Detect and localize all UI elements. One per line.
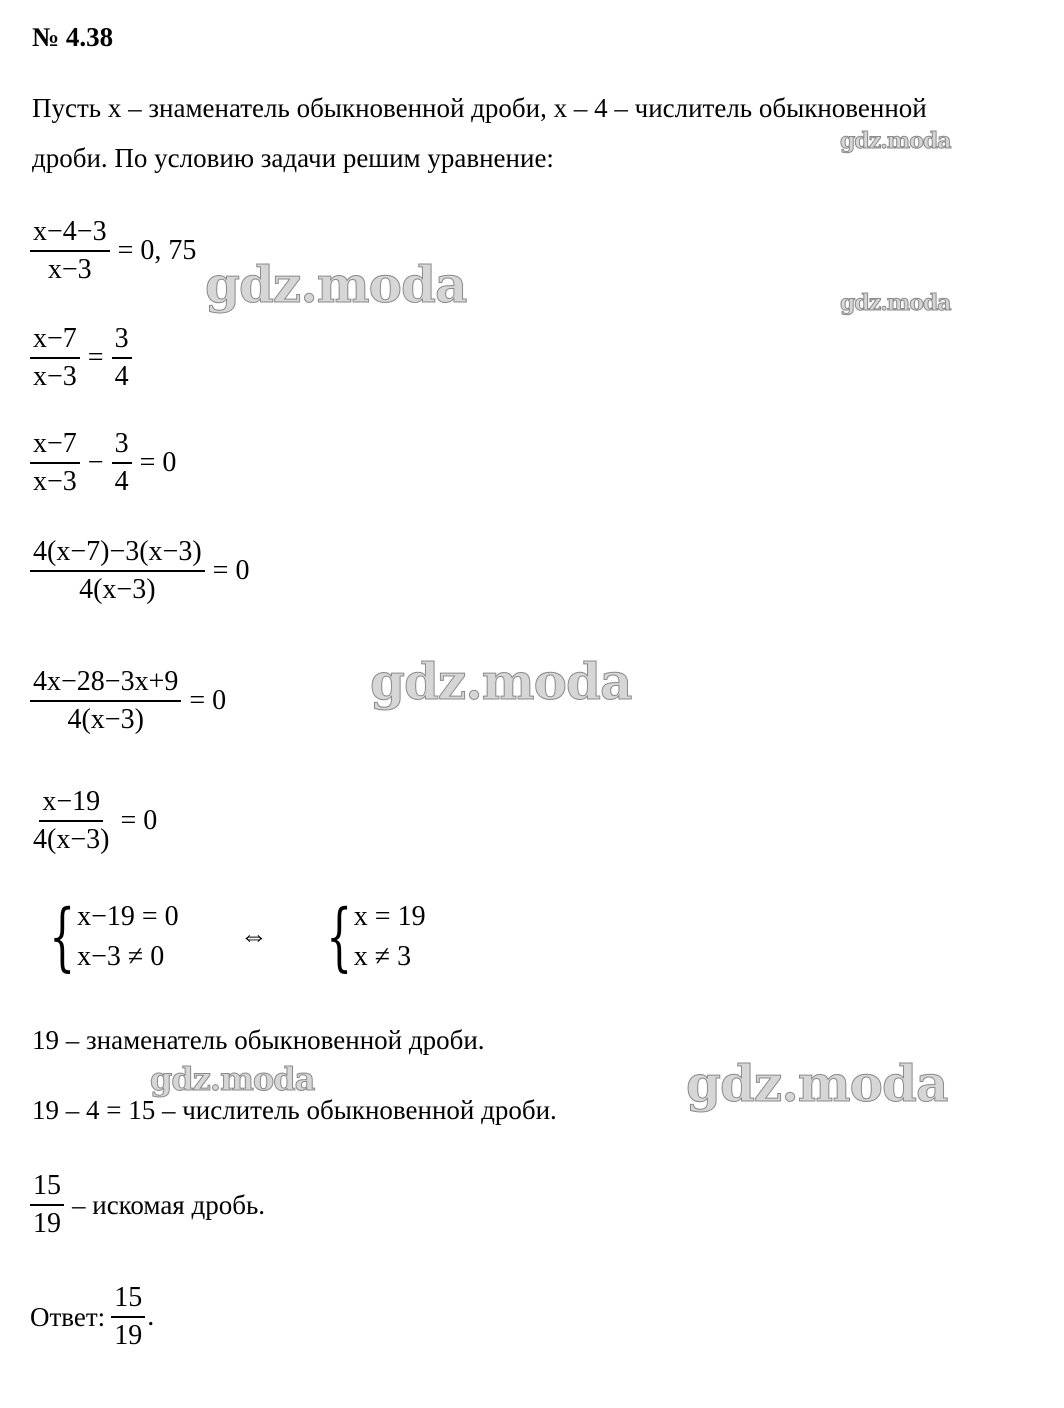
equation-rhs: = 0 <box>120 805 158 836</box>
operator: − <box>87 447 104 478</box>
watermark: gdz.moda <box>150 1060 315 1098</box>
numerator: x−7 <box>30 325 80 359</box>
result-denominator: 19 – знаменатель обыкновенной дроби. <box>32 1025 485 1055</box>
watermark: gdz.moda <box>370 652 632 711</box>
numerator: x−7 <box>30 430 80 464</box>
numerator: 4(x−7)−3(x−3) <box>30 538 205 572</box>
equation-4 <box>30 538 257 604</box>
result-numerator: 19 – 4 = 15 – числитель обыкновенной дроби. <box>32 1095 557 1125</box>
denominator: 19 <box>33 1208 61 1239</box>
denominator: x−3 <box>47 254 92 285</box>
system-line: x−19 = 0 <box>77 901 179 932</box>
equation-rhs: = 0 <box>139 447 177 478</box>
fraction <box>30 668 181 734</box>
numerator: 3 <box>112 430 132 464</box>
equation-rhs: = 0, 75 <box>117 235 197 266</box>
equation-rhs: = 0 <box>189 685 227 716</box>
system-right <box>305 894 426 980</box>
numerator: 15 <box>30 1172 64 1206</box>
numerator: 4x−28−3x+9 <box>30 668 181 702</box>
denominator: 4 <box>114 361 129 392</box>
answer <box>30 1284 162 1350</box>
equation-5 <box>30 668 234 734</box>
equation-3 <box>30 430 184 496</box>
denominator: 4(x−3) <box>67 704 144 735</box>
equation-6 <box>30 788 165 854</box>
numerator: x−19 <box>39 788 103 822</box>
result-fraction <box>30 1172 273 1238</box>
watermark: gdz.moda <box>205 255 467 314</box>
watermark: gdz.moda <box>840 128 951 154</box>
numerator: x−4−3 <box>30 218 110 252</box>
denominator: 4 <box>114 466 129 497</box>
fraction <box>112 430 132 496</box>
equivalence-symbol: ⇔ <box>239 921 268 952</box>
denominator: 19 <box>114 1320 143 1351</box>
equation-2 <box>30 325 132 391</box>
fraction <box>30 218 110 284</box>
watermark: gdz.moda <box>686 1054 948 1113</box>
fraction <box>30 788 112 854</box>
operator: = <box>87 342 104 373</box>
system-left <box>28 894 179 980</box>
denominator: 4(x−3) <box>33 824 110 855</box>
system-line: x = 19 <box>353 901 426 932</box>
numerator: 3 <box>112 325 132 359</box>
fraction <box>30 1172 64 1238</box>
system-line: x ≠ 3 <box>353 941 412 972</box>
answer-label: Ответ: <box>30 1301 106 1332</box>
left-brace: { <box>49 894 76 980</box>
intro-line-2: дроби. По условию задачи решим уравнение: <box>32 143 554 173</box>
fraction <box>30 325 80 391</box>
fraction <box>30 430 80 496</box>
intro-line-1: Пусть x – знаменатель обыкновенной дроби, x – 4 – числитель обыкновенной <box>32 93 927 123</box>
system-line: x−3 ≠ 0 <box>77 941 165 972</box>
equation-system <box>28 894 426 980</box>
denominator: x−3 <box>33 361 77 392</box>
fraction <box>111 1284 145 1350</box>
denominator: 4(x−3) <box>79 574 156 605</box>
left-brace: { <box>325 894 352 980</box>
numerator: 15 <box>111 1284 145 1318</box>
equation-1 <box>30 218 204 284</box>
problem-number: № 4.38 <box>32 22 114 52</box>
equation-rhs: = 0 <box>212 555 250 586</box>
denominator: x−3 <box>33 466 77 497</box>
fraction <box>30 538 205 604</box>
result-text: – искомая дробь. <box>72 1189 266 1220</box>
answer-period: . <box>147 1301 155 1332</box>
fraction <box>112 325 132 391</box>
watermark: gdz.moda <box>840 290 951 316</box>
